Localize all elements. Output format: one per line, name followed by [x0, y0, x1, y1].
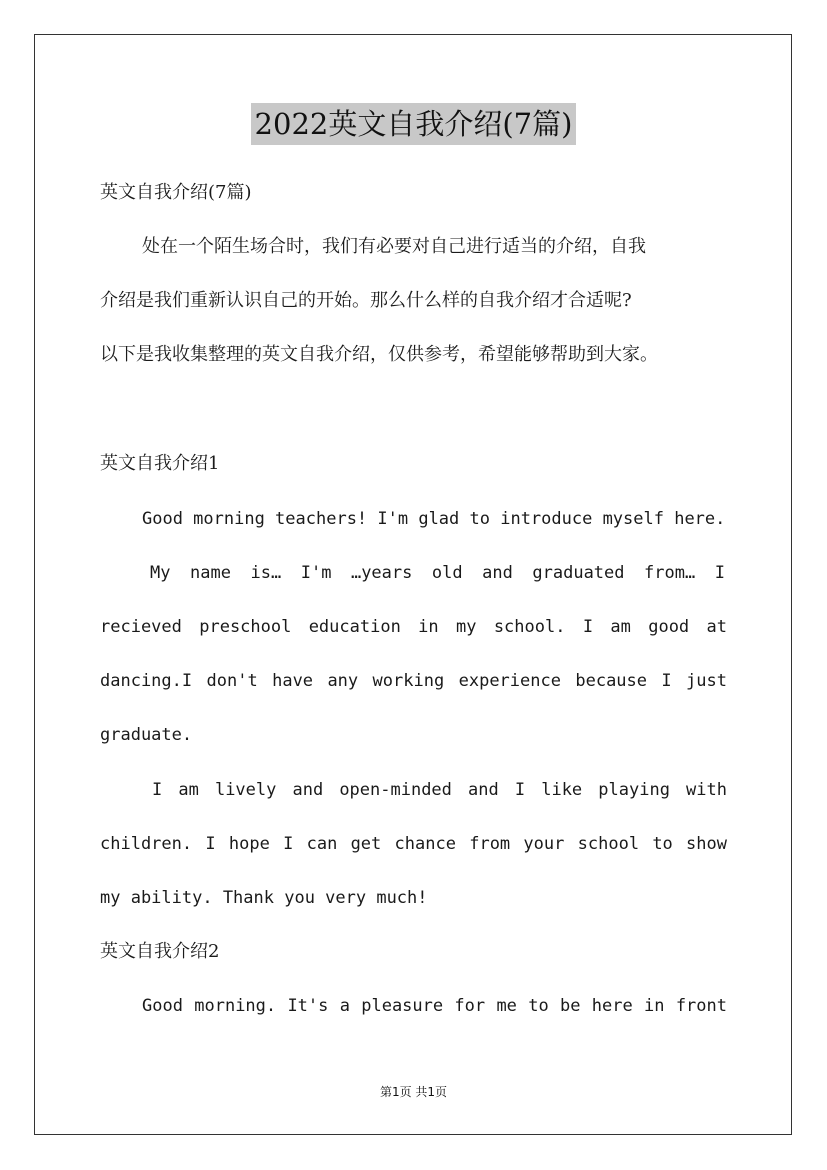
section1-line-6: I am lively and open-minded and I like playing with: [152, 780, 727, 800]
title-container: [0, 103, 827, 145]
section1-line-2: My name is… I'm …years old and graduated from… I: [150, 563, 725, 583]
section2-line-1: Good morning. It's a pleasure for me to be here in front: [142, 996, 727, 1016]
section1-line-4: dancing.I don't have any working experience because I just: [100, 671, 727, 691]
document-title: 2022英文自我介绍(7篇): [251, 103, 577, 145]
intro-line-1: 处在一个陌生场合时，我们有必要对自己进行适当的介绍，自我: [142, 236, 646, 257]
section2-heading: 英文自我介绍2: [100, 941, 220, 962]
intro-line-3: 以下是我收集整理的英文自我介绍，仅供参考，希望能够帮助到大家。: [100, 344, 658, 365]
page-footer: 第1页 共1页: [379, 1085, 448, 1099]
section1-line-8: my ability. Thank you very much!: [100, 888, 428, 908]
section1-line-3: recieved preschool education in my school. I am good at: [100, 617, 727, 637]
section1-line-1: Good morning teachers! I'm glad to introduce myself here.: [142, 509, 726, 529]
section1-heading: 英文自我介绍1: [100, 453, 220, 474]
document-subtitle: 英文自我介绍(7篇): [100, 182, 252, 203]
section1-line-5: graduate.: [100, 725, 193, 745]
section1-line-7: children. I hope I can get chance from your school to show: [100, 834, 727, 854]
intro-line-2: 介绍是我们重新认识自己的开始。那么什么样的自我介绍才合适呢?: [100, 290, 632, 311]
